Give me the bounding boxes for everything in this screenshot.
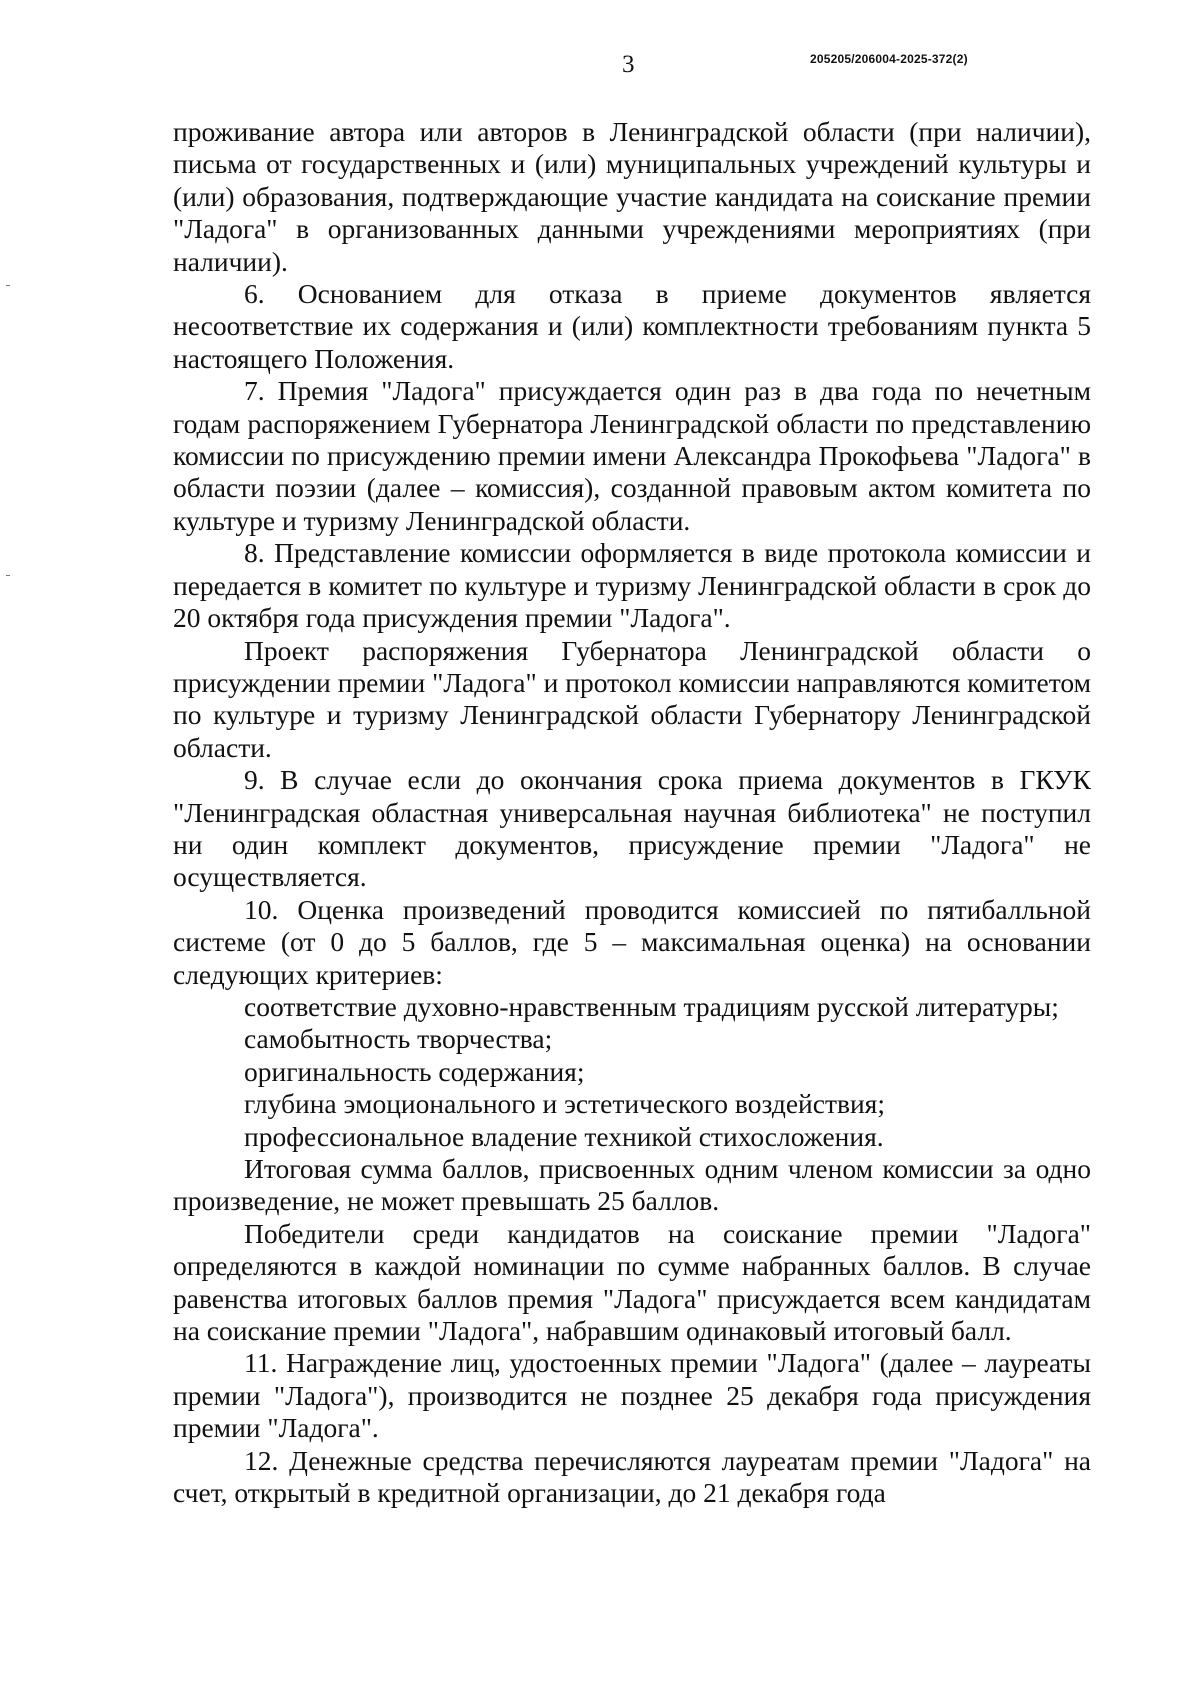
page-number: 3: [622, 51, 635, 78]
paragraph-item-8-project: Проект распоряжения Губернатора Ленинградской области о присуждении премии "Ладога" и протокол комиссии направляются комитетом по культуре и туризму Ленинградской области Губернатору Ленинградской области.: [173, 634, 1091, 763]
paragraph-total-score: Итоговая сумма баллов, присвоенных одним членом комиссии за одно произведение, не может превышать 25 баллов.: [173, 1153, 1091, 1217]
criteria-list-item: глубина эмоционального и эстетического воздействия;: [244, 1088, 885, 1120]
paragraph-item-6: 6. Основанием для отказа в приеме документов является несоответствие их содержания и (или) комплектности требованиям пункта 5 настоящего Положения.: [173, 278, 1091, 374]
paragraph-winners: Победители среди кандидатов на соискание премии "Ладога" определяются в каждой номинации по сумме набранных баллов. В случае равенства итоговых баллов премия "Ладога" присуждается всем кандидатам на соискание премии "Ладога", набравшим одинаковый итоговый балл.: [173, 1217, 1091, 1347]
paragraph-continuation: проживание автора или авторов в Ленинградской области (при наличии), письма от государственных и (или) муниципальных учреждений культуры и (или) образования, подтверждающие участие кандидата на соискание премии "Ладога" в организованных данными учреждениями мероприятиях (при наличии).: [173, 116, 1091, 277]
criteria-list-item: самобытность творчества;: [244, 1023, 553, 1055]
paragraph-item-10: 10. Оценка произведений проводится комиссией по пятибалльной системе (от 0 до 5 баллов, где 5 – максимальная оценка) на основании следующих критериев:: [173, 893, 1091, 990]
paragraph-item-9: 9. В случае если до окончания срока приема документов в ГКУК "Ленинградская областная универсальная научная библиотека" не поступил ни один комплект документов, присуждение премии "Ладога" не осуществляется.: [173, 764, 1091, 893]
criteria-list-item: соответствие духовно-нравственным традициям русской литературы;: [244, 990, 1059, 1022]
paragraph-item-8: 8. Представление комиссии оформляется в виде протокола комиссии и передается в комитет по культуре и туризму Ленинградской области в срок до 20 октября года присуждения премии "Ладога".: [173, 537, 1091, 634]
paragraph-item-11: 11. Награждение лиц, удостоенных премии "Ладога" (далее – лауреаты премии "Ладога"), производится не позднее 25 декабря года присуждения премии "Ладога".: [173, 1347, 1091, 1444]
paragraph-item-7: 7. Премия "Ладога" присуждается один раз в два года по нечетным годам распоряжением Губернатора Ленинградской области по представлению комиссии по присуждению премии имени Александра Прокофьева "Ладога" в области поэзии (далее – комиссия), созданной правовым актом комитета по культуре и туризму Ленинградской области.: [173, 375, 1091, 536]
document-body: [173, 116, 1091, 1509]
scan-margin-mark: [6, 285, 10, 286]
criteria-list-item: оригинальность содержания;: [244, 1055, 585, 1087]
criteria-list-item: профессиональное владение техникой стихосложения.: [244, 1120, 884, 1152]
document-code: 205205/206004-2025-372(2): [810, 52, 968, 66]
paragraph-item-12: 12. Денежные средства перечисляются лауреатам премии "Ладога" на счет, открытый в кредитной организации, до 21 декабря года: [173, 1444, 1091, 1509]
scan-margin-mark: [6, 575, 10, 576]
